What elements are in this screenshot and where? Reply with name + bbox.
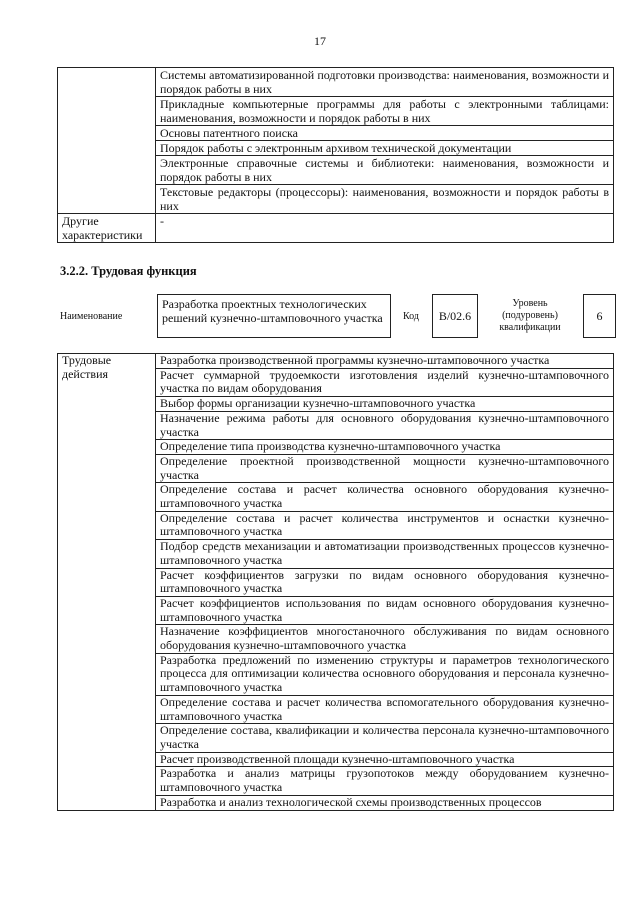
action-item: Определение состава и расчет количества вспомогательного оборудования кузнечно-штамповочного участка xyxy=(156,695,614,723)
action-item: Разработка и анализ технологической схемы производственных процессов xyxy=(156,795,614,810)
knowledge-item: Прикладные компьютерные программы для работы с электронными таблицами: наименования, возможности и порядок работы в них xyxy=(156,97,614,126)
labor-actions-label: Трудовые действия xyxy=(58,354,156,811)
action-item: Определение состава и расчет количества основного оборудования кузнечно-штамповочного участка xyxy=(156,483,614,511)
action-item: Подбор средств механизации и автоматизации производственных процессов кузнечно-штамповочного участка xyxy=(156,540,614,568)
level-value-box: 6 xyxy=(583,294,616,338)
function-header xyxy=(60,294,616,340)
knowledge-table xyxy=(57,67,614,243)
action-item: Разработка производственной программы кузнечно-штамповочного участка xyxy=(156,354,614,369)
knowledge-item: Текстовые редакторы (процессоры): наименования, возможности и порядок работы в них xyxy=(156,185,614,214)
action-item: Расчет производственной площади кузнечно-штамповочного участка xyxy=(156,752,614,767)
function-code-box: B/02.6 xyxy=(432,294,478,338)
action-item: Расчет коэффициентов использования по видам основного оборудования кузнечно-штамповочного участка xyxy=(156,596,614,624)
action-item: Разработка и анализ матрицы грузопотоков между оборудованием кузнечно-штамповочного участка xyxy=(156,767,614,795)
action-item: Определение типа производства кузнечно-штамповочного участка xyxy=(156,440,614,455)
labor-actions-table xyxy=(57,353,614,811)
action-item: Расчет коэффициентов загрузки по видам основного оборудования кузнечно-штамповочного участка xyxy=(156,568,614,596)
action-item: Разработка предложений по изменению структуры и параметров технологического процесса для оптимизации количества основного оборудования и персонала кузнечно-штамповочного участка xyxy=(156,653,614,695)
section-title: 3.2.2. Трудовая функция xyxy=(60,264,197,278)
action-item: Определение состава и расчет количества инструментов и оснастки кузнечно-штамповочного участка xyxy=(156,511,614,539)
action-item: Определение состава, квалификации и количества персонала кузнечно-штамповочного участка xyxy=(156,724,614,752)
knowledge-item: Основы патентного поиска xyxy=(156,126,614,141)
empty-label-cell xyxy=(58,68,156,214)
page-number: 17 xyxy=(314,34,326,48)
action-item: Расчет суммарной трудоемкости изготовления изделий кузнечно-штамповочного участка по видам оборудования xyxy=(156,368,614,396)
other-characteristics-label: Другие характеристики xyxy=(58,214,156,243)
knowledge-item: Порядок работы с электронным архивом технической документации xyxy=(156,141,614,156)
action-item: Назначение коэффициентов многостаночного обслуживания по видам основного оборудования кузнечно-штамповочного участка xyxy=(156,625,614,653)
action-item: Определение проектной производственной мощности кузнечно-штамповочного участка xyxy=(156,454,614,482)
code-label: Код xyxy=(403,311,419,322)
other-characteristics-value: - xyxy=(156,214,614,243)
name-label: Наименование xyxy=(60,311,123,322)
function-name-box: Разработка проектных технологических решений кузнечно-штамповочного участка xyxy=(157,294,391,338)
action-item: Выбор формы организации кузнечно-штамповочного участка xyxy=(156,397,614,412)
knowledge-item: Системы автоматизированной подготовки производства: наименования, возможности и порядок работы в них xyxy=(156,68,614,97)
knowledge-item: Электронные справочные системы и библиотеки: наименования, возможности и порядок работы в них xyxy=(156,156,614,185)
level-label: Уровень (подуровень) квалификации xyxy=(499,298,561,333)
action-item: Назначение режима работы для основного оборудования кузнечно-штамповочного участка xyxy=(156,411,614,439)
